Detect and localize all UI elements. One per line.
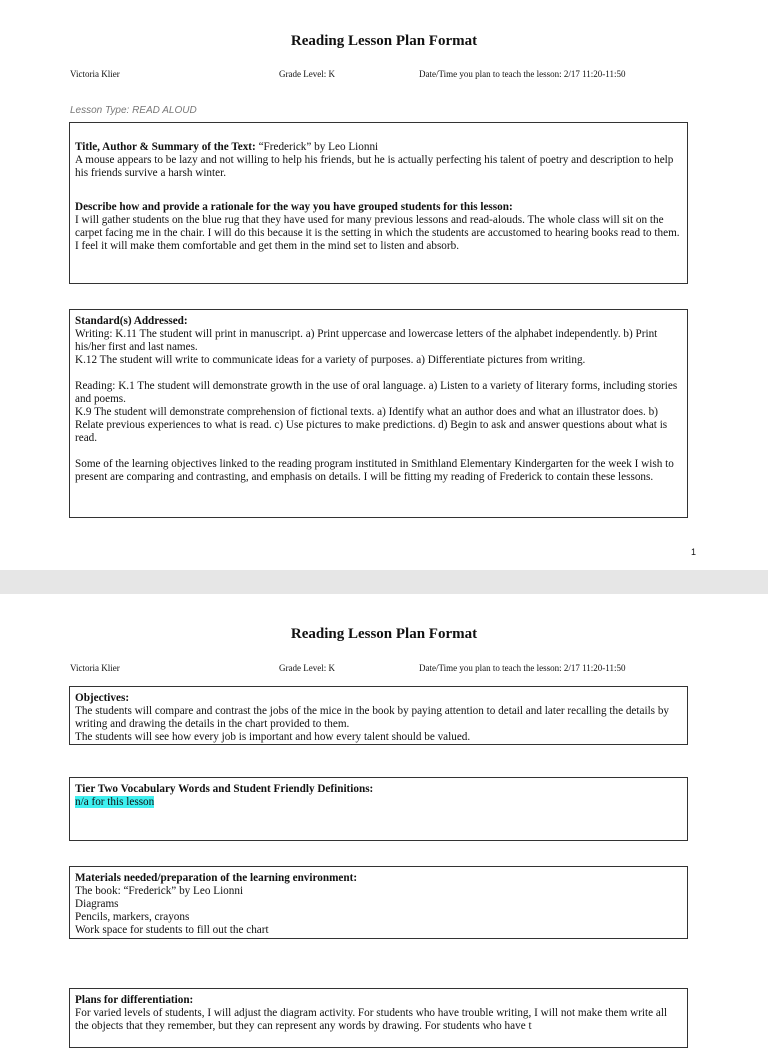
lesson-date-time: Date/Time you plan to teach the lesson: 2/17 11:20-11:50 (419, 69, 626, 79)
differentiation-box (69, 988, 688, 1048)
lesson-date-time: Date/Time you plan to teach the lesson: 2/17 11:20-11:50 (419, 663, 626, 673)
text-title-value: “Frederick” by Leo Lionni (255, 141, 379, 153)
grouping-rationale: I will gather students on the blue rug that they have used for many previous lessons and read-alouds. The whole class will sit on the carpet facing me in the chair. I will do this because it is the setting in which the students are accustomed to hearing books read to them. I feel it will make them comfortable and get them in the mind set to listen and absorb. (75, 214, 680, 252)
vocabulary-box (69, 777, 688, 841)
text-summary: A mouse appears to be lazy and not willing to help his friends, but he is actually perfecting his talent of poetry and description to help his friends survive a harsh winter. (75, 154, 674, 179)
objectives-heading: Objectives: (75, 692, 130, 704)
document-title: Reading Lesson Plan Format (290, 33, 478, 49)
objectives-box (69, 686, 688, 745)
reading-standard-k9: K.9 The student will demonstrate comprehension of fictional texts. a) Identify what an author does and what an illustrator does. b) Relate previous experiences to what is read. c) Use pictures to make predictions. d) Begin to ask and answer questions about what is read. (75, 406, 668, 444)
lesson-type: Lesson Type: READ ALOUD (70, 105, 197, 116)
materials-heading: Materials needed/preparation of the learning environment: (75, 872, 358, 884)
material-item: Work space for students to fill out the chart (75, 924, 269, 936)
grouping-heading: Describe how and provide a rationale for the way you have grouped students for this lesson: (75, 201, 513, 213)
grade-level: Grade Level: K (279, 663, 335, 673)
standards-box (69, 309, 688, 518)
page-number: 1 (690, 547, 696, 557)
differentiation-heading: Plans for differentiation: (75, 994, 194, 1006)
materials-box (69, 866, 688, 939)
standards-heading: Standard(s) Addressed: (75, 315, 188, 327)
teacher-name: Victoria Klier (70, 69, 120, 79)
grade-level: Grade Level: K (279, 69, 335, 79)
writing-standard-k11: Writing: K.11 The student will print in manuscript. a) Print uppercase and lowercase letters of the alphabet independently. b) Print his/her first and last names. (75, 328, 658, 353)
material-item: The book: “Frederick” by Leo Lionni (75, 885, 244, 897)
page-2 (0, 594, 768, 1032)
writing-standard-k12: K.12 The student will write to communicate ideas for a variety of purposes. a) Differentiate pictures from writing. (75, 354, 586, 366)
material-item: Pencils, markers, crayons (75, 911, 190, 923)
objectives-note: Some of the learning objectives linked to the reading program instituted in Smithland Elementary Kindergarten for the week I wish to present are comparing and contrasting, and emphasis on details. I will be fitting my reading of Frederick to contain these lessons. (75, 458, 674, 483)
objective-1: The students will compare and contrast the jobs of the mice in the book by paying attention to detail and later recalling the details by writing and drawing the details in the chart provided to them. (75, 705, 670, 730)
differentiation-text: For varied levels of students, I will adjust the diagram activity. For students who have trouble writing, I will not make them write all the objects that they remember, but they can represent any words by drawing. For students who have t (75, 1007, 668, 1032)
vocabulary-value: n/a for this lesson (75, 796, 155, 808)
material-item: Diagrams (75, 898, 119, 910)
objective-2: The students will see how every job is important and how every talent should be valued. (75, 731, 471, 743)
reading-standard-k1: Reading: K.1 The student will demonstrate growth in the use of oral language. a) Listen to a variety of literary forms, including stories and poems. (75, 380, 678, 405)
document-title: Reading Lesson Plan Format (290, 626, 478, 642)
text-summary-box (69, 122, 688, 284)
page-gap (0, 570, 768, 594)
text-summary-heading: Title, Author & Summary of the Text: (75, 141, 256, 153)
teacher-name: Victoria Klier (70, 663, 120, 673)
vocabulary-heading: Tier Two Vocabulary Words and Student Friendly Definitions: (75, 783, 374, 795)
